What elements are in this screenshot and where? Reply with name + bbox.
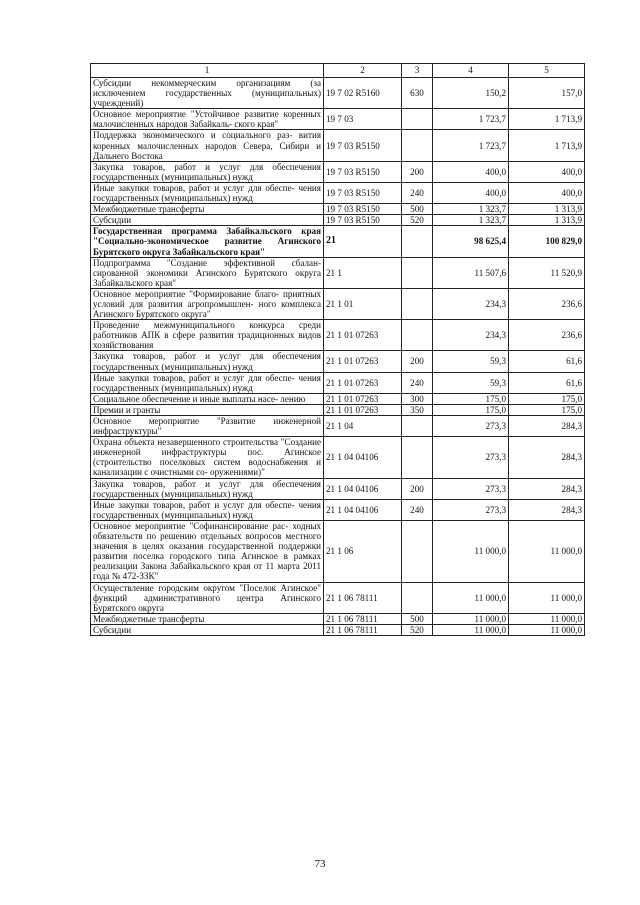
- row-expense-type-cell: [402, 320, 433, 351]
- row-expense-type-cell: 500: [402, 613, 433, 624]
- row-value-col5-cell: 11 000,0: [509, 520, 585, 582]
- row-value-col5-cell: 400,0: [509, 161, 585, 182]
- table-row: [91, 404, 585, 415]
- row-value-col4-cell: 11 000,0: [433, 613, 509, 624]
- table-body: [91, 78, 585, 636]
- row-name-cell: Основное мероприятие "Развитие инженерной инфраструктуры": [91, 416, 324, 437]
- row-name-cell: Премии и гранты: [91, 404, 324, 415]
- row-name-cell: Иные закупки товаров, работ и услуг для обеспе- чения государственных (муниципальных) нужд: [91, 372, 324, 393]
- row-name-cell: Социальное обеспечение и иные выплаты насе- лению: [91, 393, 324, 404]
- table-row: [91, 393, 585, 404]
- table-row: [91, 130, 585, 161]
- row-value-col5-cell: 61,6: [509, 351, 585, 372]
- budget-table: [90, 63, 585, 636]
- row-value-col4-cell: 175,0: [433, 393, 509, 404]
- row-code-cell: 21 1 04 04106: [324, 499, 402, 520]
- row-code-cell: 21 1 06 78111: [324, 582, 402, 613]
- header-col-2: 2: [324, 64, 402, 78]
- row-name-cell: Закупка товаров, работ и услуг для обеспечения государственных (муниципальных) нужд: [91, 161, 324, 182]
- row-value-col5-cell: 61,6: [509, 372, 585, 393]
- row-value-col5-cell: 175,0: [509, 393, 585, 404]
- row-name-cell: Закупка товаров, работ и услуг для обеспечения государственных (муниципальных) нужд: [91, 351, 324, 372]
- table-row: [91, 320, 585, 351]
- row-expense-type-cell: [402, 582, 433, 613]
- header-col-5: 5: [509, 64, 585, 78]
- row-value-col4-cell: 11 000,0: [433, 624, 509, 635]
- row-expense-type-cell: [402, 416, 433, 437]
- row-value-col5-cell: 11 000,0: [509, 613, 585, 624]
- row-expense-type-cell: [402, 257, 433, 288]
- row-name-cell: Межбюджетные трансферты: [91, 204, 324, 215]
- row-code-cell: 19 7 03 R5150: [324, 130, 402, 161]
- table-row: [91, 182, 585, 203]
- table-row: [91, 109, 585, 130]
- row-value-col5-cell: 11 520,9: [509, 257, 585, 288]
- table-row: [91, 226, 585, 257]
- row-expense-type-cell: [402, 226, 433, 257]
- row-value-col4-cell: 400,0: [433, 161, 509, 182]
- row-code-cell: 19 7 03 R5150: [324, 161, 402, 182]
- row-value-col4-cell: 1 723,7: [433, 130, 509, 161]
- row-name-cell: Субсидии некоммерческим организациям (за исключением государственных (муниципальных) учреждений): [91, 78, 324, 109]
- row-expense-type-cell: 350: [402, 404, 433, 415]
- table-row: [91, 613, 585, 624]
- row-name-cell: Межбюджетные трансферты: [91, 613, 324, 624]
- table-row: [91, 582, 585, 613]
- row-name-cell: Осуществление городским округом "Поселок Агинское" функций административного центра Агинского Бурятского округа: [91, 582, 324, 613]
- row-code-cell: 21: [324, 226, 402, 257]
- row-value-col5-cell: 236,6: [509, 288, 585, 319]
- row-value-col5-cell: 100 829,0: [509, 226, 585, 257]
- row-value-col4-cell: 400,0: [433, 182, 509, 203]
- row-code-cell: 21 1 06 78111: [324, 624, 402, 635]
- table-row: [91, 520, 585, 582]
- table-row: [91, 257, 585, 288]
- header-col-3: 3: [402, 64, 433, 78]
- row-value-col4-cell: 150,2: [433, 78, 509, 109]
- row-expense-type-cell: 200: [402, 351, 433, 372]
- row-name-cell: Проведение межмуниципального конкурса среди работников АПК в сфере развития традиционных видов хозяйствования: [91, 320, 324, 351]
- table-row: [91, 499, 585, 520]
- row-value-col5-cell: 1 313,9: [509, 215, 585, 226]
- row-expense-type-cell: [402, 109, 433, 130]
- row-name-cell: Поддержка экономического и социального раз- вития коренных малочисленных народов Севера, Сибири и Дальнего Востока: [91, 130, 324, 161]
- row-value-col5-cell: 1 313,9: [509, 204, 585, 215]
- row-expense-type-cell: 500: [402, 204, 433, 215]
- row-code-cell: 21 1 01 07263: [324, 404, 402, 415]
- row-name-cell: Иные закупки товаров, работ и услуг для обеспе- чения государственных (муниципальных) нужд: [91, 182, 324, 203]
- row-value-col4-cell: 11 507,6: [433, 257, 509, 288]
- row-code-cell: 21 1 01 07263: [324, 320, 402, 351]
- row-code-cell: 21 1 01 07263: [324, 393, 402, 404]
- row-expense-type-cell: 300: [402, 393, 433, 404]
- row-expense-type-cell: 240: [402, 499, 433, 520]
- row-expense-type-cell: [402, 520, 433, 582]
- table-row: [91, 624, 585, 635]
- row-name-cell: Субсидии: [91, 624, 324, 635]
- row-value-col5-cell: 1 713,9: [509, 109, 585, 130]
- row-code-cell: 21 1 04 04106: [324, 437, 402, 478]
- row-name-cell: Государственная программа Забайкальского края "Социально-экономическое развитие Агинского Бурятского округа Забайкальского края": [91, 226, 324, 257]
- table-row: [91, 161, 585, 182]
- row-expense-type-cell: 240: [402, 372, 433, 393]
- row-expense-type-cell: 520: [402, 624, 433, 635]
- row-name-cell: Закупка товаров, работ и услуг для обеспечения государственных (муниципальных) нужд: [91, 478, 324, 499]
- row-expense-type-cell: [402, 130, 433, 161]
- row-value-col4-cell: 234,3: [433, 320, 509, 351]
- row-value-col4-cell: 175,0: [433, 404, 509, 415]
- row-value-col4-cell: 11 000,0: [433, 520, 509, 582]
- table-row: [91, 372, 585, 393]
- row-value-col4-cell: 1 723,7: [433, 109, 509, 130]
- row-code-cell: 21 1 04 04106: [324, 478, 402, 499]
- row-value-col5-cell: 284,3: [509, 478, 585, 499]
- table-row: [91, 288, 585, 319]
- table-row: [91, 204, 585, 215]
- row-code-cell: 21 1 01 07263: [324, 351, 402, 372]
- table-row: [91, 437, 585, 478]
- row-name-cell: Иные закупки товаров, работ и услуг для обеспе- чения государственных (муниципальных) нужд: [91, 499, 324, 520]
- row-expense-type-cell: 200: [402, 478, 433, 499]
- header-col-4: 4: [433, 64, 509, 78]
- row-name-cell: Охрана объекта незавершенного строительства "Создание инженерной инфраструктуры пос. Агинское (строительство поселковых систем водоснабжения и канализации с очистными со- оружениями)": [91, 437, 324, 478]
- page-number: 73: [314, 858, 326, 870]
- row-expense-type-cell: 240: [402, 182, 433, 203]
- row-code-cell: 19 7 03 R5150: [324, 182, 402, 203]
- row-code-cell: 21 1 04: [324, 416, 402, 437]
- row-expense-type-cell: 630: [402, 78, 433, 109]
- row-value-col4-cell: 1 323,7: [433, 215, 509, 226]
- row-value-col4-cell: 59,3: [433, 372, 509, 393]
- row-value-col4-cell: 273,3: [433, 416, 509, 437]
- row-code-cell: 21 1 01: [324, 288, 402, 319]
- table-row: [91, 416, 585, 437]
- row-value-col4-cell: 273,3: [433, 437, 509, 478]
- row-code-cell: 21 1 06 78111: [324, 613, 402, 624]
- row-value-col5-cell: 11 000,0: [509, 624, 585, 635]
- row-name-cell: Подпрограмма "Создание эффективной сбалан- сированной экономики Агинского Бурятского округа Забайкальского края": [91, 257, 324, 288]
- row-value-col5-cell: 400,0: [509, 182, 585, 203]
- row-expense-type-cell: [402, 437, 433, 478]
- row-value-col5-cell: 1 713,9: [509, 130, 585, 161]
- row-value-col5-cell: 175,0: [509, 404, 585, 415]
- row-value-col5-cell: 236,6: [509, 320, 585, 351]
- header-col-1: 1: [91, 64, 324, 78]
- row-expense-type-cell: [402, 288, 433, 319]
- row-expense-type-cell: 520: [402, 215, 433, 226]
- row-value-col4-cell: 1 323,7: [433, 204, 509, 215]
- row-value-col5-cell: 157,0: [509, 78, 585, 109]
- row-code-cell: 21 1: [324, 257, 402, 288]
- row-name-cell: Основное мероприятие "Софинансирование рас- ходных обязательств по решению отдельных вопросов местного значения в целях оказания государственной поддержки развития поселка городского типа Агинское в рамках реализации Закона Забайкальского края от 11 марта 2011 года № 472-ЗЗК": [91, 520, 324, 582]
- row-name-cell: Основное мероприятие "Устойчивое развитие коренных малочисленных народов Забайкаль- ского края": [91, 109, 324, 130]
- row-expense-type-cell: 200: [402, 161, 433, 182]
- row-code-cell: 21 1 01 07263: [324, 372, 402, 393]
- row-code-cell: 19 7 03 R5150: [324, 215, 402, 226]
- row-value-col5-cell: 284,3: [509, 416, 585, 437]
- row-value-col4-cell: 273,3: [433, 478, 509, 499]
- row-code-cell: 19 7 02 R5160: [324, 78, 402, 109]
- row-value-col4-cell: 234,3: [433, 288, 509, 319]
- table-row: [91, 78, 585, 109]
- table-header-row: [91, 64, 585, 78]
- table-row: [91, 478, 585, 499]
- table-row: [91, 351, 585, 372]
- row-value-col5-cell: 284,3: [509, 437, 585, 478]
- row-name-cell: Основное мероприятие "Формирование благо- приятных условий для развития агропромышлен- ного комплекса Агинского Бурятского округа": [91, 288, 324, 319]
- table-row: [91, 215, 585, 226]
- row-value-col4-cell: 59,3: [433, 351, 509, 372]
- row-value-col4-cell: 98 625,4: [433, 226, 509, 257]
- row-value-col4-cell: 11 000,0: [433, 582, 509, 613]
- row-code-cell: 21 1 06: [324, 520, 402, 582]
- row-value-col4-cell: 273,3: [433, 499, 509, 520]
- row-code-cell: 19 7 03 R5150: [324, 204, 402, 215]
- row-name-cell: Субсидии: [91, 215, 324, 226]
- row-value-col5-cell: 11 000,0: [509, 582, 585, 613]
- row-value-col5-cell: 284,3: [509, 499, 585, 520]
- row-code-cell: 19 7 03: [324, 109, 402, 130]
